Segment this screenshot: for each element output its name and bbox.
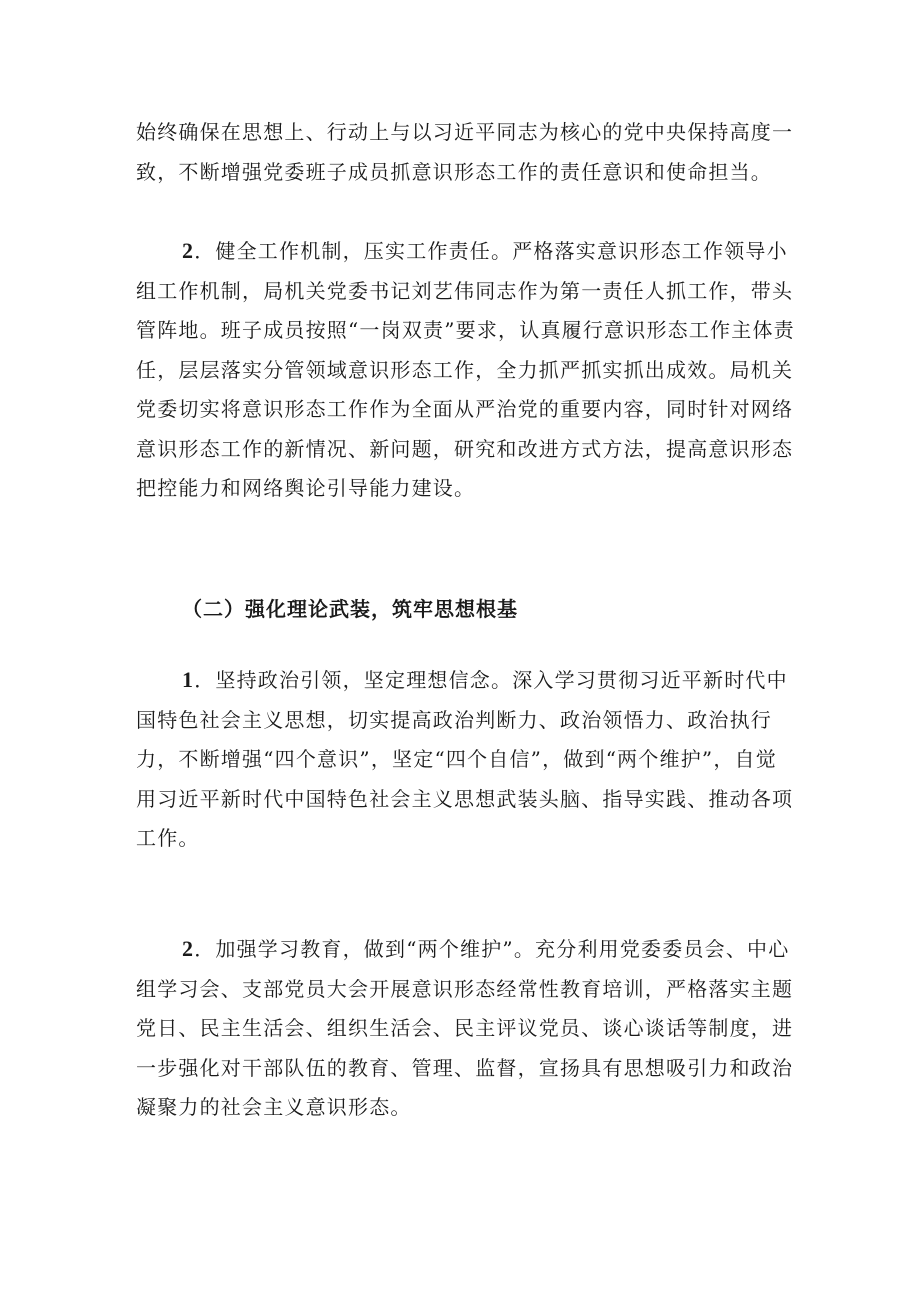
- item-number: 2: [182, 238, 195, 263]
- item-2-learning-education: [136, 929, 796, 1128]
- item-text: ．加强学习教育，做到“两个维护”。充分利用党委委员会、中心组学习会、支部党员大会开展意识形态经常性教育培训，严格落实主题党日、民主生活会、组织生活会、民主评议党员、谈心谈话等制度，进一步强化对干部队伍的教育、管理、监督，宣扬具有思想吸引力和政治凝聚力的社会主义意识形态。: [136, 937, 794, 1119]
- item-text: ．健全工作机制，压实工作责任。严格落实意识形态工作领导小组工作机制，局机关党委书记刘艺伟同志作为第一责任人抓工作，带头管阵地。班子成员按照“一岗双责”要求，认真履行意识形态工作主体责任，层层落实分管领域意识形态工作，全力抓严抓实抓出成效。局机关党委切实将意识形态工作作为全面从严治党的重要内容，同时针对网络意识形态工作的新情况、新问题，研究和改进方式方法，提高意识形态把控能力和网络舆论引导能力建设。: [136, 239, 795, 500]
- section-heading: [136, 590, 796, 630]
- item-text: ．坚持政治引领，坚定理想信念。深入学习贯彻习近平新时代中国特色社会主义思想，切实提高政治判断力、政治领悟力、政治执行力，不断增强“四个意识”，坚定“四个自信”，做到“两个维护”，自觉用习近平新时代中国特色社会主义思想武装头脑、指导实践、推动各项工作。: [136, 668, 794, 850]
- item-2-work-mechanism: [136, 231, 796, 509]
- paragraph-continuation-text: 始终确保在思想上、行动上与以习近平同志为核心的党中央保持高度一致，不断增强党委班子成员抓意识形态工作的责任意识和使命担当。: [136, 120, 794, 184]
- section-heading-text: （二）强化理论武装，筑牢思想根基: [182, 597, 518, 621]
- item-number: 2: [182, 936, 195, 961]
- item-number: 1: [182, 667, 195, 692]
- item-1-political-guidance: [136, 660, 796, 859]
- paragraph-continuation: [136, 113, 796, 192]
